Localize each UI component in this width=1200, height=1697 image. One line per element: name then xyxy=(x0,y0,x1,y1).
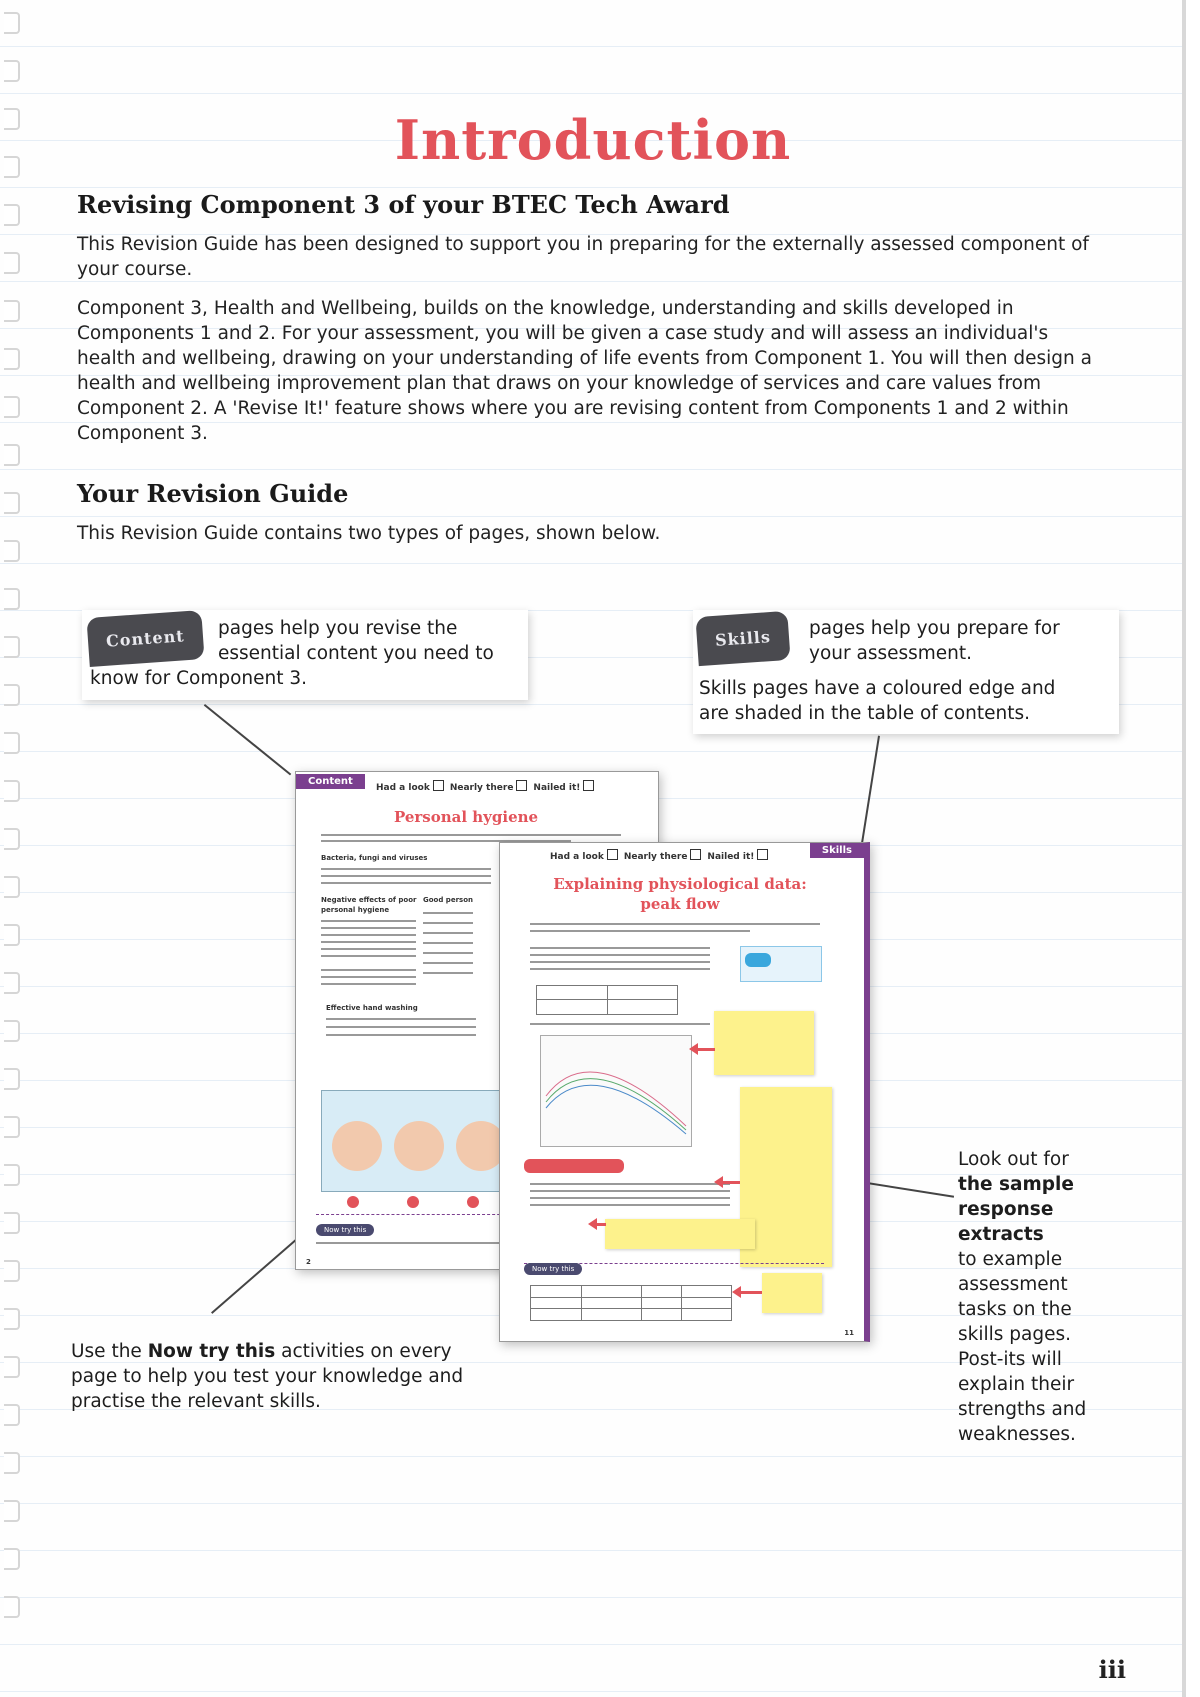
skills-thumb-table xyxy=(530,1285,732,1321)
page-title: Introduction xyxy=(394,108,792,172)
skills-thumb-title-1: Explaining physiological data: xyxy=(553,875,807,893)
content-thumb-sub-bacteria: Bacteria, fungi and viruses xyxy=(321,854,428,862)
post-it-note-4 xyxy=(762,1273,822,1313)
page-number: iii xyxy=(1098,1655,1126,1684)
content-thumb-checklist: Had a look Nearly there Nailed it! xyxy=(376,780,600,793)
content-callout-line-a: pages help you revise the xyxy=(218,618,458,639)
post-it-note-3 xyxy=(605,1219,755,1249)
intro-paragraph-1: This Revision Guide has been designed to support you in preparing for the externally assessed component of your course. xyxy=(77,234,1089,280)
skills-thumb-tag: Skills xyxy=(810,843,864,858)
content-thumb-sub-negative: Negative effects of poor xyxy=(321,896,417,904)
skills-thumb-mini-table xyxy=(536,985,678,1015)
peak-flow-curves xyxy=(541,1036,691,1146)
skills-callout-line-b: your assessment. xyxy=(809,643,973,664)
skills-thumb-title-2: peak flow xyxy=(640,895,720,913)
content-callout xyxy=(82,610,528,700)
sample-response-banner xyxy=(524,1159,624,1173)
section-heading-revising: Revising Component 3 of your BTEC Tech Award xyxy=(77,190,730,219)
now-try-caption: Use the Now try this activities on every page to help you test your knowledge and practise the relevant skills. xyxy=(71,1341,464,1412)
section-heading-revision-guide: Your Revision Guide xyxy=(77,479,349,508)
content-thumb-sub-handwash: Effective hand washing xyxy=(326,1004,418,1012)
lookout-caption: Look out for the sample response extracts to example assessment tasks on the skills pages. Post-its will explain their strengths and weaknesses. xyxy=(958,1149,1087,1445)
skills-callout-line-c: Skills pages have a coloured edge and xyxy=(699,678,1056,699)
skills-thumb-graph xyxy=(540,1035,692,1147)
content-thumb-tag: Content xyxy=(296,774,365,789)
content-badge: Content xyxy=(86,610,204,667)
revision-guide-intro: This Revision Guide contains two types of pages, shown below. xyxy=(77,523,661,544)
handwash-illustration xyxy=(321,1090,513,1192)
leader-line-content xyxy=(204,704,291,775)
skills-thumb-checklist: Had a look Nearly there Nailed it! xyxy=(550,849,774,862)
content-callout-line-b: essential content you need to xyxy=(218,643,494,664)
revise-it-box xyxy=(740,946,822,982)
skills-callout-line-a: pages help you prepare for xyxy=(809,618,1060,639)
skills-page-thumbnail xyxy=(499,842,870,1342)
post-it-note-1 xyxy=(714,1011,814,1075)
content-thumb-now-try: Now try this xyxy=(316,1224,374,1236)
skills-thumb-now-try: Now try this xyxy=(524,1263,582,1275)
content-thumb-sub-good: Good person xyxy=(423,896,473,904)
content-thumb-page-number: 2 xyxy=(306,1258,311,1266)
skills-thumb-page-number: 11 xyxy=(844,1329,854,1337)
intro-paragraph-2: Component 3, Health and Wellbeing, builds on the knowledge, understanding and skills developed in Components 1 and 2. For your assessment, you will be given a case study and will assess an individual's health and wellbeing, drawing on your understanding of life events from Component 1. You will then design a health and wellbeing improvement plan that draws on your knowledge of services and care values from Component 2. A 'Revise It!' feature shows where you are revising content from Components 1 and 2 within Component 3. xyxy=(77,298,1092,444)
skills-callout xyxy=(693,610,1119,734)
skills-callout-line-d: are shaded in the table of contents. xyxy=(699,703,1031,724)
content-thumb-sub-negative-b: personal hygiene xyxy=(321,906,390,914)
content-callout-line-c: know for Component 3. xyxy=(90,668,308,689)
skills-badge: Skills xyxy=(695,611,790,666)
content-thumb-title: Personal hygiene xyxy=(393,808,539,826)
binding-holes xyxy=(0,0,26,1697)
